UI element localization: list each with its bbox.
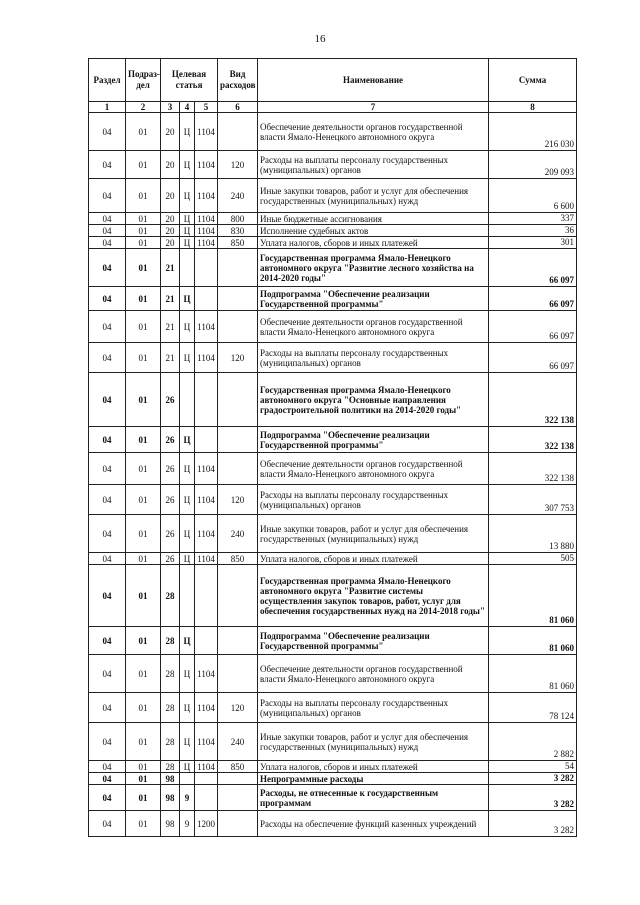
cell-vid: 800 — [218, 213, 258, 225]
header-celevaya: Целевая статья — [161, 59, 218, 102]
cell-program: 26 — [161, 427, 180, 453]
cell-subprogram: Ц — [180, 723, 195, 761]
cell-name: Расходы на обеспечение функций казенных учреждений — [258, 811, 489, 837]
cell-vid — [218, 655, 258, 693]
cell-name: Подпрограмма "Обеспечение реализации Государственной программы" — [258, 627, 489, 655]
cell-subprogram: Ц — [180, 213, 195, 225]
cell-sum: 2 882 — [489, 723, 577, 761]
cell-name: Расходы на выплаты персоналу государственных (муниципальных) органов — [258, 485, 489, 515]
table-row — [89, 237, 577, 249]
table-row — [89, 249, 577, 287]
cell-vid: 850 — [218, 237, 258, 249]
table-row — [89, 773, 577, 785]
cell-direction — [195, 565, 218, 627]
cell-razdel: 04 — [89, 249, 126, 287]
cell-razdel: 04 — [89, 627, 126, 655]
cell-vid: 850 — [218, 553, 258, 565]
cell-podrazdel: 01 — [126, 113, 161, 151]
col-num: 4 — [180, 102, 195, 113]
cell-podrazdel: 01 — [126, 515, 161, 553]
cell-program: 98 — [161, 811, 180, 837]
table-row — [89, 453, 577, 485]
cell-name: Исполнение судебных актов — [258, 225, 489, 237]
cell-name: Иные бюджетные ассигнования — [258, 213, 489, 225]
table-body — [89, 113, 577, 837]
cell-direction — [195, 287, 218, 311]
cell-program: 26 — [161, 553, 180, 565]
cell-sum: 81 060 — [489, 655, 577, 693]
cell-direction: 1104 — [195, 693, 218, 723]
cell-podrazdel: 01 — [126, 565, 161, 627]
cell-sum: 66 097 — [489, 343, 577, 373]
cell-razdel: 04 — [89, 785, 126, 811]
cell-razdel: 04 — [89, 515, 126, 553]
cell-name: Подпрограмма "Обеспечение реализации Государственной программы" — [258, 427, 489, 453]
cell-subprogram: Ц — [180, 485, 195, 515]
cell-direction: 1104 — [195, 311, 218, 343]
col-num: 8 — [489, 102, 577, 113]
cell-sum: 322 138 — [489, 427, 577, 453]
cell-program: 28 — [161, 723, 180, 761]
cell-podrazdel: 01 — [126, 785, 161, 811]
table-row — [89, 785, 577, 811]
cell-program: 20 — [161, 113, 180, 151]
cell-vid — [218, 453, 258, 485]
header-razdel: Раздел — [89, 59, 126, 102]
cell-vid — [218, 811, 258, 837]
cell-podrazdel: 01 — [126, 693, 161, 723]
cell-podrazdel: 01 — [126, 237, 161, 249]
cell-podrazdel: 01 — [126, 427, 161, 453]
cell-subprogram: Ц — [180, 427, 195, 453]
table-row — [89, 565, 577, 627]
cell-name: Обеспечение деятельности органов государственной власти Ямало-Ненецкого автономного округа — [258, 113, 489, 151]
table-row — [89, 311, 577, 343]
cell-vid — [218, 565, 258, 627]
cell-direction — [195, 785, 218, 811]
cell-direction: 1104 — [195, 485, 218, 515]
cell-sum: 66 097 — [489, 311, 577, 343]
cell-podrazdel: 01 — [126, 627, 161, 655]
cell-sum: 36 — [489, 225, 577, 237]
table-row — [89, 151, 577, 179]
page-number: 16 — [314, 33, 326, 45]
cell-name: Обеспечение деятельности органов государственной власти Ямало-Ненецкого автономного округа — [258, 453, 489, 485]
cell-name: Расходы на выплаты персоналу государственных (муниципальных) органов — [258, 343, 489, 373]
cell-program: 20 — [161, 213, 180, 225]
cell-program: 98 — [161, 773, 180, 785]
cell-direction — [195, 373, 218, 427]
cell-direction: 1104 — [195, 723, 218, 761]
col-num: 7 — [258, 102, 489, 113]
cell-direction: 1104 — [195, 113, 218, 151]
cell-podrazdel: 01 — [126, 249, 161, 287]
cell-program: 20 — [161, 151, 180, 179]
cell-sum: 216 030 — [489, 113, 577, 151]
cell-name: Непрограммные расходы — [258, 773, 489, 785]
cell-program: 21 — [161, 311, 180, 343]
cell-podrazdel: 01 — [126, 723, 161, 761]
cell-program: 26 — [161, 373, 180, 427]
cell-subprogram: Ц — [180, 515, 195, 553]
table-row — [89, 693, 577, 723]
cell-vid — [218, 785, 258, 811]
cell-subprogram: Ц — [180, 179, 195, 213]
cell-name: Расходы на выплаты персоналу государственных (муниципальных) органов — [258, 151, 489, 179]
cell-name: Расходы на выплаты персоналу государственных (муниципальных) органов — [258, 693, 489, 723]
cell-razdel: 04 — [89, 343, 126, 373]
cell-program: 20 — [161, 225, 180, 237]
cell-sum: 301 — [489, 237, 577, 249]
table-row — [89, 287, 577, 311]
cell-podrazdel: 01 — [126, 287, 161, 311]
cell-name: Обеспечение деятельности органов государственной власти Ямало-Ненецкого автономного округа — [258, 311, 489, 343]
cell-razdel: 04 — [89, 151, 126, 179]
cell-subprogram: 9 — [180, 811, 195, 837]
cell-subprogram — [180, 773, 195, 785]
cell-direction: 1200 — [195, 811, 218, 837]
cell-razdel: 04 — [89, 179, 126, 213]
header-name: Наименование — [258, 59, 489, 102]
cell-vid: 240 — [218, 515, 258, 553]
cell-vid — [218, 287, 258, 311]
table-row — [89, 811, 577, 837]
table-row — [89, 213, 577, 225]
cell-podrazdel: 01 — [126, 311, 161, 343]
cell-vid — [218, 627, 258, 655]
budget-table — [88, 58, 577, 837]
cell-vid: 240 — [218, 179, 258, 213]
cell-podrazdel: 01 — [126, 343, 161, 373]
cell-vid: 120 — [218, 693, 258, 723]
cell-sum: 505 — [489, 553, 577, 565]
cell-razdel: 04 — [89, 287, 126, 311]
col-num: 6 — [218, 102, 258, 113]
cell-name: Подпрограмма "Обеспечение реализации Государственной программы" — [258, 287, 489, 311]
cell-subprogram: Ц — [180, 655, 195, 693]
cell-razdel: 04 — [89, 237, 126, 249]
cell-direction: 1104 — [195, 655, 218, 693]
cell-razdel: 04 — [89, 113, 126, 151]
cell-program: 98 — [161, 785, 180, 811]
cell-razdel: 04 — [89, 811, 126, 837]
cell-razdel: 04 — [89, 427, 126, 453]
cell-podrazdel: 01 — [126, 553, 161, 565]
header-podrazdel: Подраз-дел — [126, 59, 161, 102]
cell-podrazdel: 01 — [126, 811, 161, 837]
cell-direction: 1104 — [195, 553, 218, 565]
cell-podrazdel: 01 — [126, 151, 161, 179]
table-row — [89, 515, 577, 553]
cell-subprogram — [180, 373, 195, 427]
cell-subprogram: Ц — [180, 627, 195, 655]
cell-vid — [218, 427, 258, 453]
cell-program: 28 — [161, 693, 180, 723]
cell-direction: 1104 — [195, 453, 218, 485]
cell-name: Иные закупки товаров, работ и услуг для обеспечения государственных (муниципальных) нужд — [258, 723, 489, 761]
cell-direction — [195, 249, 218, 287]
cell-direction: 1104 — [195, 179, 218, 213]
cell-program: 26 — [161, 485, 180, 515]
cell-vid — [218, 773, 258, 785]
cell-podrazdel: 01 — [126, 373, 161, 427]
cell-name: Уплата налогов, сборов и иных платежей — [258, 761, 489, 773]
cell-program: 20 — [161, 179, 180, 213]
cell-subprogram: Ц — [180, 553, 195, 565]
cell-direction: 1104 — [195, 225, 218, 237]
table-row — [89, 343, 577, 373]
cell-sum: 3 282 — [489, 773, 577, 785]
cell-razdel: 04 — [89, 761, 126, 773]
cell-subprogram: Ц — [180, 151, 195, 179]
table-row — [89, 553, 577, 565]
table-row — [89, 485, 577, 515]
cell-vid: 120 — [218, 151, 258, 179]
cell-podrazdel: 01 — [126, 453, 161, 485]
cell-vid — [218, 373, 258, 427]
cell-razdel: 04 — [89, 655, 126, 693]
cell-podrazdel: 01 — [126, 761, 161, 773]
cell-podrazdel: 01 — [126, 773, 161, 785]
cell-subprogram: Ц — [180, 453, 195, 485]
cell-subprogram: 9 — [180, 785, 195, 811]
cell-program: 21 — [161, 343, 180, 373]
cell-razdel: 04 — [89, 723, 126, 761]
cell-direction: 1104 — [195, 237, 218, 249]
cell-sum: 3 282 — [489, 785, 577, 811]
table-row — [89, 225, 577, 237]
cell-program: 26 — [161, 515, 180, 553]
cell-subprogram — [180, 565, 195, 627]
cell-sum: 337 — [489, 213, 577, 225]
cell-program: 28 — [161, 627, 180, 655]
cell-vid: 850 — [218, 761, 258, 773]
cell-direction: 1104 — [195, 515, 218, 553]
col-num: 2 — [126, 102, 161, 113]
column-numbers-row — [89, 102, 577, 113]
cell-vid — [218, 311, 258, 343]
cell-program: 20 — [161, 237, 180, 249]
cell-razdel: 04 — [89, 213, 126, 225]
cell-sum: 6 600 — [489, 179, 577, 213]
cell-program: 21 — [161, 249, 180, 287]
cell-program: 28 — [161, 655, 180, 693]
cell-sum: 66 097 — [489, 249, 577, 287]
cell-subprogram: Ц — [180, 693, 195, 723]
col-num: 1 — [89, 102, 126, 113]
cell-razdel: 04 — [89, 773, 126, 785]
cell-razdel: 04 — [89, 553, 126, 565]
header-vid: Вид расходов — [218, 59, 258, 102]
cell-sum: 54 — [489, 761, 577, 773]
cell-program: 26 — [161, 453, 180, 485]
cell-podrazdel: 01 — [126, 179, 161, 213]
cell-name: Иные закупки товаров, работ и услуг для обеспечения государственных (муниципальных) нужд — [258, 515, 489, 553]
table-row — [89, 373, 577, 427]
cell-name: Государственная программа Ямало-Ненецкого автономного округа "Развитие лесного хозяйства на 2014-2020 годы" — [258, 249, 489, 287]
cell-sum: 322 138 — [489, 373, 577, 427]
cell-podrazdel: 01 — [126, 485, 161, 515]
cell-subprogram: Ц — [180, 343, 195, 373]
cell-name: Государственная программа Ямало-Ненецкого автономного округа "Развитие системы осуществления закупок товаров, работ, услуг для обеспечения государственных нужд на 2014-2018 годы" — [258, 565, 489, 627]
header-row — [89, 59, 577, 102]
table-row — [89, 627, 577, 655]
cell-vid — [218, 113, 258, 151]
cell-razdel: 04 — [89, 311, 126, 343]
cell-razdel: 04 — [89, 693, 126, 723]
table-row — [89, 723, 577, 761]
cell-name: Расходы, не отнесенные к государственным программам — [258, 785, 489, 811]
cell-razdel: 04 — [89, 485, 126, 515]
cell-subprogram: Ц — [180, 237, 195, 249]
cell-sum: 307 753 — [489, 485, 577, 515]
cell-sum: 3 282 — [489, 811, 577, 837]
cell-vid: 240 — [218, 723, 258, 761]
cell-direction: 1104 — [195, 213, 218, 225]
cell-subprogram: Ц — [180, 311, 195, 343]
cell-name: Уплата налогов, сборов и иных платежей — [258, 553, 489, 565]
cell-direction — [195, 427, 218, 453]
col-num: 3 — [161, 102, 180, 113]
cell-sum: 81 060 — [489, 565, 577, 627]
cell-razdel: 04 — [89, 453, 126, 485]
table-row — [89, 761, 577, 773]
col-num: 5 — [195, 102, 218, 113]
table-row — [89, 655, 577, 693]
cell-razdel: 04 — [89, 373, 126, 427]
cell-subprogram: Ц — [180, 287, 195, 311]
cell-podrazdel: 01 — [126, 225, 161, 237]
cell-vid: 120 — [218, 343, 258, 373]
cell-subprogram: Ц — [180, 225, 195, 237]
cell-sum: 78 124 — [489, 693, 577, 723]
cell-program: 21 — [161, 287, 180, 311]
cell-name: Иные закупки товаров, работ и услуг для обеспечения государственных (муниципальных) нужд — [258, 179, 489, 213]
cell-razdel: 04 — [89, 565, 126, 627]
cell-sum: 209 093 — [489, 151, 577, 179]
cell-direction — [195, 627, 218, 655]
cell-program: 28 — [161, 761, 180, 773]
cell-vid: 120 — [218, 485, 258, 515]
cell-name: Государственная программа Ямало-Ненецкого автономного округа "Основные направления градостроительной политики на 2014-2020 годы" — [258, 373, 489, 427]
cell-podrazdel: 01 — [126, 213, 161, 225]
table-row — [89, 113, 577, 151]
header-sum: Сумма — [489, 59, 577, 102]
cell-subprogram: Ц — [180, 761, 195, 773]
cell-direction: 1104 — [195, 343, 218, 373]
table-row — [89, 179, 577, 213]
cell-sum: 81 060 — [489, 627, 577, 655]
cell-direction: 1104 — [195, 151, 218, 179]
cell-subprogram: Ц — [180, 113, 195, 151]
cell-direction — [195, 773, 218, 785]
cell-sum: 66 097 — [489, 287, 577, 311]
cell-sum: 322 138 — [489, 453, 577, 485]
cell-name: Обеспечение деятельности органов государственной власти Ямало-Ненецкого автономного округа — [258, 655, 489, 693]
cell-name: Уплата налогов, сборов и иных платежей — [258, 237, 489, 249]
cell-sum: 13 880 — [489, 515, 577, 553]
cell-vid: 830 — [218, 225, 258, 237]
cell-podrazdel: 01 — [126, 655, 161, 693]
cell-program: 28 — [161, 565, 180, 627]
cell-razdel: 04 — [89, 225, 126, 237]
cell-subprogram — [180, 249, 195, 287]
table-row — [89, 427, 577, 453]
cell-direction: 1104 — [195, 761, 218, 773]
cell-vid — [218, 249, 258, 287]
